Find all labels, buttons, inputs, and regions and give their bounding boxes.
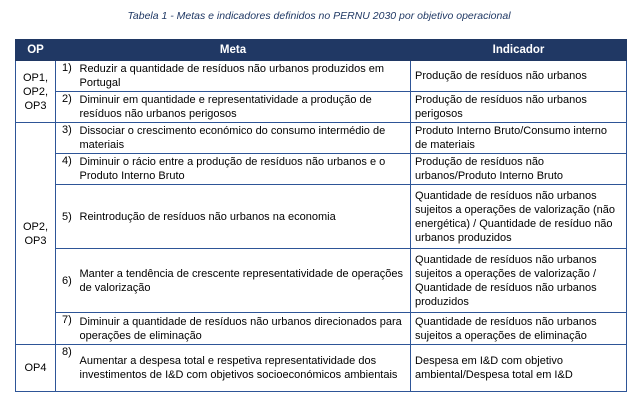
table-row [16,249,627,313]
table-row [16,313,627,345]
indicador-cell: Quantidade de resíduos não urbanos sujeitos a operações de valorização / Quantidade de resíduos não urbanos produzidos [411,249,627,313]
meta-cell: Dissociar o crescimento económico do consumo intermédio de materiais [80,123,411,154]
meta-cell: Aumentar a despesa total e respetiva representatividade dos investimentos de I&D com objetivos socioeconómicos ambientais [80,345,411,392]
indicador-cell: Despesa em I&D com objetivo ambiental/Despesa total em I&D [411,345,627,392]
meta-cell: Manter a tendência de crescente representatividade de operações de valorização [80,249,411,313]
meta-cell: Reduzir a quantidade de resíduos não urbanos produzidos em Portugal [80,61,411,92]
indicador-cell: Produção de resíduos não urbanos perigosos [411,92,627,123]
header-row [16,40,627,61]
row-number: 4) [56,154,80,185]
row-number: 7) [56,313,80,345]
indicador-cell: Produção de resíduos não urbanos/Produto Interno Bruto [411,154,627,185]
indicador-cell: Produto Interno Bruto/Consumo interno de materiais [411,123,627,154]
table-row [16,61,627,92]
header-indicador: Indicador [411,40,627,61]
meta-cell: Diminuir o rácio entre a produção de resíduos não urbanos e o Produto Interno Bruto [80,154,411,185]
row-number: 5) [56,185,80,249]
row-number: 8) [56,345,80,392]
header-meta: Meta [56,40,411,61]
table-row [16,185,627,249]
meta-cell: Diminuir a quantidade de resíduos não urbanos direcionados para operações de eliminação [80,313,411,345]
row-number: 1) [56,61,80,92]
table-row [16,123,627,154]
table-row [16,92,627,123]
table-caption: Tabela 1 - Metas e indicadores definidos no PERNU 2030 por objetivo operacional [127,10,511,22]
op-group-cell: OP2, OP3 [16,123,56,345]
indicador-cell: Produção de resíduos não urbanos [411,61,627,92]
op-group-cell: OP1, OP2, OP3 [16,61,56,123]
row-number: 2) [56,92,80,123]
meta-cell: Diminuir em quantidade e representatividade a produção de resíduos não urbanos perigosos [80,92,411,123]
metas-indicadores-table [15,39,627,392]
header-op: OP [16,40,56,61]
meta-cell: Reintrodução de resíduos não urbanos na economia [80,185,411,249]
table-row [16,345,627,392]
indicador-cell: Quantidade de resíduos não urbanos sujeitos a operações de eliminação [411,313,627,345]
table-row [16,154,627,185]
indicador-cell: Quantidade de resíduos não urbanos sujeitos a operações de valorização (não energética) / Quantidade de resíduo não urbanos produzidos [411,185,627,249]
op-group-cell: OP4 [16,345,56,392]
row-number: 6) [56,249,80,313]
row-number: 3) [56,123,80,154]
